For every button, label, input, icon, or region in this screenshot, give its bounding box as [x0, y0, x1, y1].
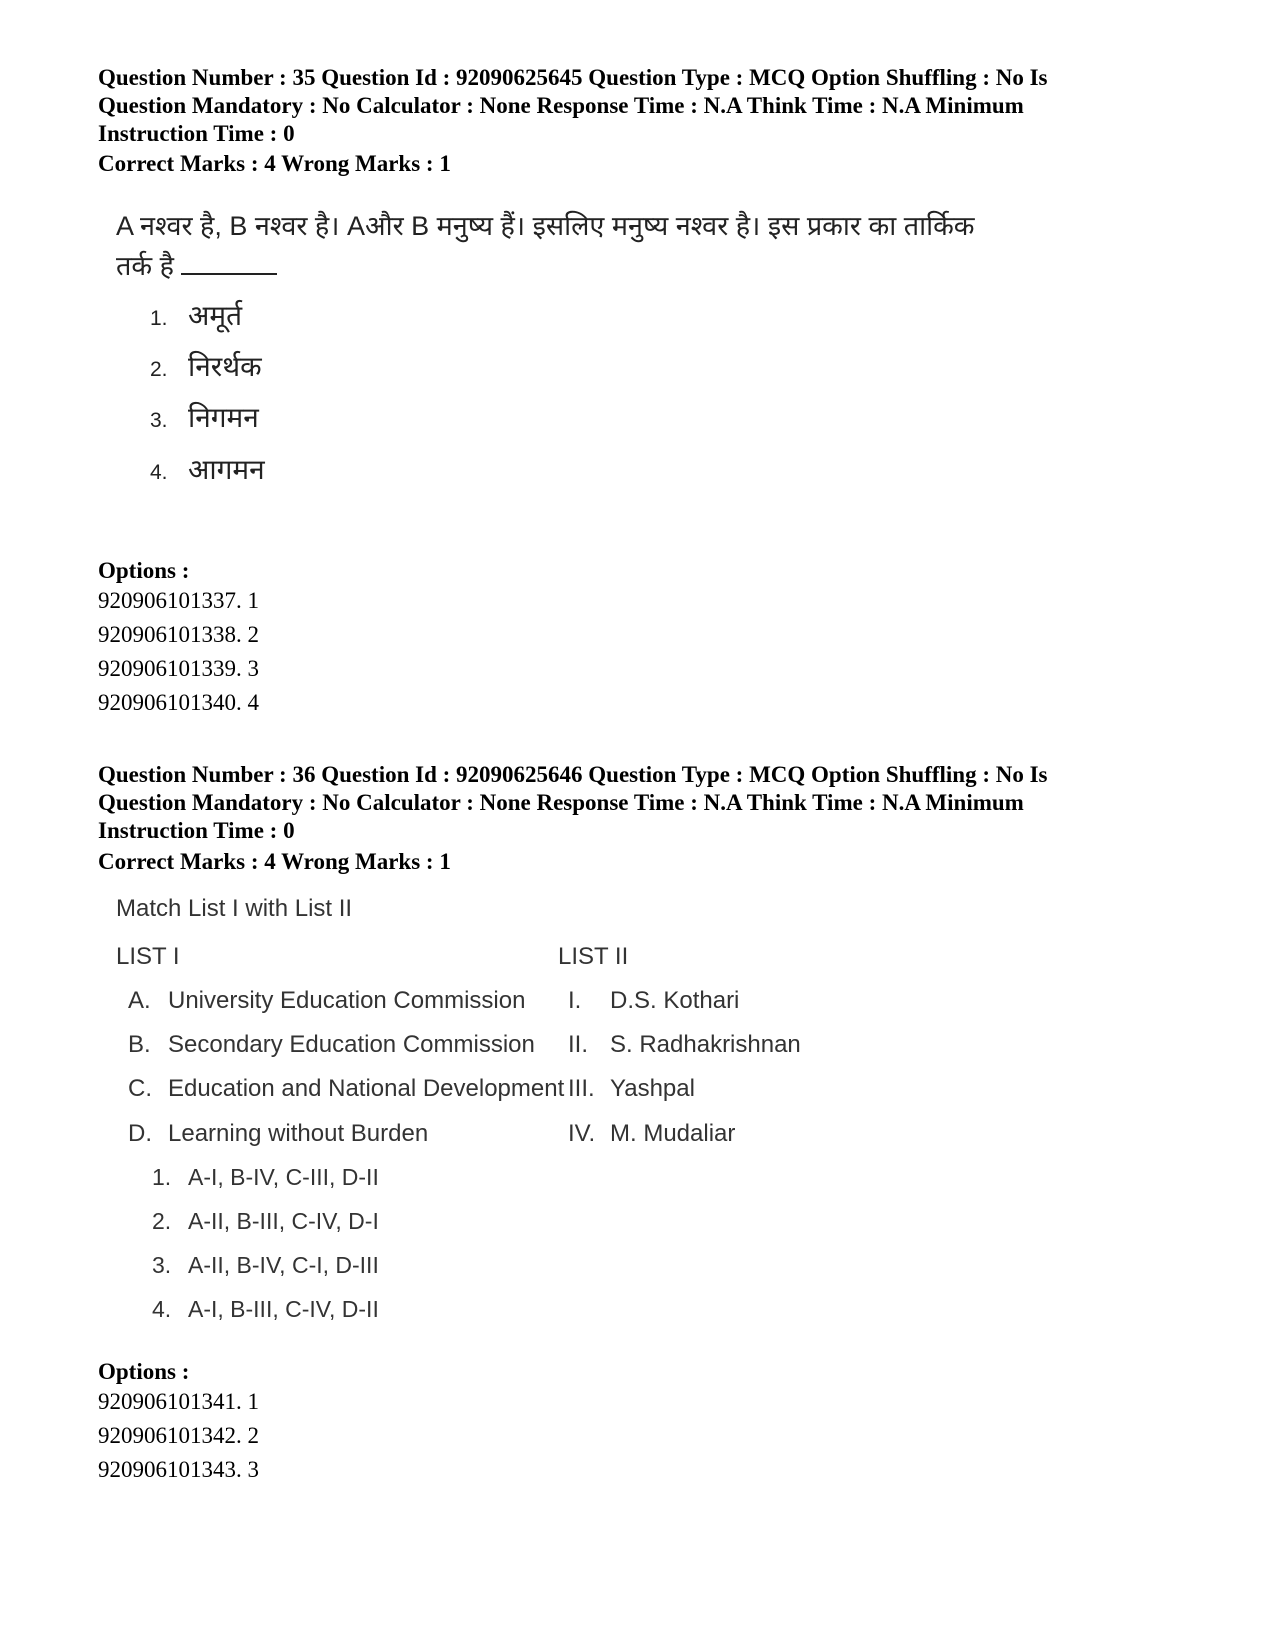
option-row: 920906101343. 3	[98, 1457, 259, 1482]
choice-item	[150, 296, 242, 334]
list-1-text: Learning without Burden	[168, 1120, 429, 1147]
choice-number: 3.	[152, 1252, 172, 1278]
choice-text: A-II, B-IV, C-I, D-III	[188, 1252, 379, 1278]
list-1-item	[128, 1075, 564, 1103]
choice-item	[150, 347, 262, 385]
header-line: Question Number : 35 Question Id : 92090625645 Question Type : MCQ Option Shuffling : No Is	[98, 65, 1048, 90]
list-1-key: A.	[128, 987, 151, 1014]
list-1-key: B.	[128, 1031, 151, 1058]
list-2-item	[568, 1031, 801, 1059]
list-2-item	[568, 1120, 735, 1148]
list-1-item	[128, 1031, 535, 1059]
option-row: 920906101337. 1	[98, 588, 259, 613]
list-1-item	[128, 987, 525, 1015]
choice-number: 1.	[152, 1164, 172, 1190]
option-row: 920906101339. 3	[98, 656, 259, 681]
choice-text: निगमन	[188, 402, 259, 433]
choice-text: आगमन	[188, 454, 265, 485]
question-36-options	[98, 1385, 259, 1487]
choice-number: 3.	[150, 409, 168, 432]
choice-text: निरर्थक	[188, 351, 262, 382]
options-title: Options :	[98, 558, 190, 583]
option-row: 920906101341. 1	[98, 1389, 259, 1414]
choice-item	[150, 450, 265, 488]
list-2-key: I.	[568, 987, 582, 1014]
header-line: Question Number : 36 Question Id : 92090625646 Question Type : MCQ Option Shuffling : No Is	[98, 762, 1048, 787]
question-35-options	[98, 584, 259, 720]
list-1-key: D.	[128, 1120, 152, 1147]
list-1-text: Education and National Development	[168, 1075, 565, 1102]
question-line-text: तर्क है	[116, 251, 174, 281]
question-36-header	[98, 761, 1178, 845]
question-35-marks: Correct Marks : 4 Wrong Marks : 1	[98, 151, 451, 176]
list-1-key: C.	[128, 1075, 152, 1102]
choice-item	[152, 1252, 379, 1279]
choice-text: A-I, B-III, C-IV, D-II	[188, 1296, 379, 1322]
list-2-text: M. Mudaliar	[610, 1120, 736, 1147]
list-2-key: III.	[568, 1075, 595, 1102]
list-2-item	[568, 1075, 695, 1103]
question-line-2	[116, 246, 975, 286]
options-title: Options :	[98, 1359, 190, 1384]
option-row: 920906101340. 4	[98, 690, 259, 715]
choice-number: 2.	[152, 1208, 172, 1234]
header-line: Question Mandatory : No Calculator : None Response Time : N.A Think Time : N.A Minimum	[98, 790, 1024, 815]
question-line: A नश्वर है, B नश्वर है। Aऔर B मनुष्य हैं। इसलिए मनुष्य नश्वर है। इस प्रकार का तार्किक	[116, 211, 975, 241]
question-36-marks: Correct Marks : 4 Wrong Marks : 1	[98, 849, 451, 874]
list-1-item	[128, 1120, 428, 1148]
choice-text: अमूर्त	[188, 300, 243, 331]
choice-text: A-II, B-III, C-IV, D-I	[188, 1208, 379, 1234]
question-35-text	[116, 206, 975, 286]
answer-blank	[181, 253, 277, 275]
list-1-text: Secondary Education Commission	[168, 1031, 535, 1058]
choice-number: 2.	[150, 358, 168, 381]
header-line: Question Mandatory : No Calculator : None Response Time : N.A Think Time : N.A Minimum	[98, 93, 1024, 118]
list-2-key: IV.	[568, 1120, 596, 1147]
list-1-text: University Education Commission	[168, 987, 526, 1014]
choice-number: 1.	[150, 307, 168, 330]
choice-item	[152, 1296, 379, 1323]
header-line: Instruction Time : 0	[98, 121, 295, 146]
list-2-text: Yashpal	[610, 1075, 695, 1102]
choice-text: A-I, B-IV, C-III, D-II	[188, 1164, 379, 1190]
list-2-key: II.	[568, 1031, 589, 1058]
choice-number: 4.	[152, 1296, 172, 1322]
list-2-item	[568, 987, 739, 1015]
choice-item	[150, 398, 259, 436]
list-1-header: LIST I	[116, 943, 180, 970]
option-row: 920906101338. 2	[98, 622, 259, 647]
list-2-text: S. Radhakrishnan	[610, 1031, 801, 1058]
match-instruction: Match List I with List II	[116, 895, 353, 922]
choice-number: 4.	[150, 461, 168, 484]
option-row: 920906101342. 2	[98, 1423, 259, 1448]
list-2-header: LIST II	[558, 943, 629, 970]
header-line: Instruction Time : 0	[98, 818, 295, 843]
choice-item	[152, 1164, 379, 1191]
question-35-header	[98, 64, 1178, 148]
list-2-text: D.S. Kothari	[610, 987, 740, 1014]
choice-item	[152, 1208, 379, 1235]
